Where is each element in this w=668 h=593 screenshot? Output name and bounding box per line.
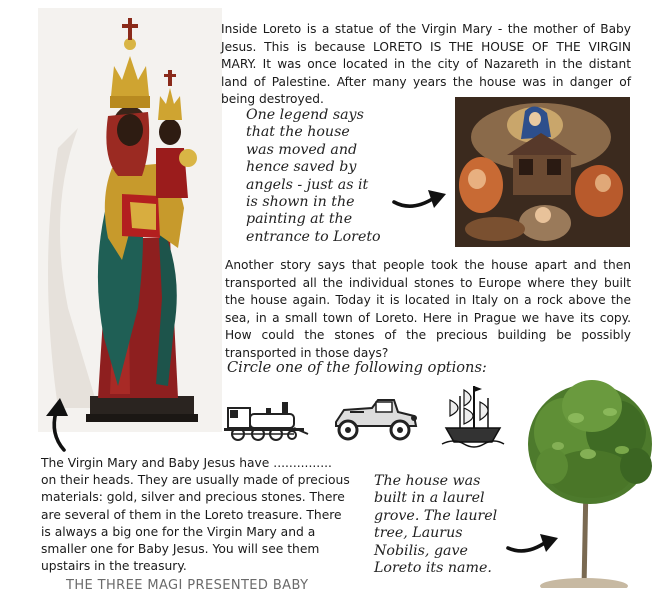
circle-prompt: Circle one of the following options: [227, 359, 487, 376]
laurel-line: grove. The laurel [374, 507, 498, 524]
laurel-line: Loreto its name. [374, 560, 492, 577]
laurel-tree-image [518, 374, 668, 588]
laurel-line: The house was [374, 473, 481, 489]
story-paragraph: Another story says that people took the house apart and then transported all the individual stones to Europe where they built the house again. Today it is located in Italy on a rock above the sea, in a small town of Loreto. Here in Prague we have its copy. How could the stones of the precious building be possibly transported in those days? [225, 258, 631, 360]
legend-line: hence saved by [246, 159, 357, 176]
cut-off-heading: THE THREE MAGI PRESENTED BABY [66, 578, 309, 593]
laurel-line: tree, Laurus [374, 525, 463, 542]
legend-line: was moved and [246, 141, 358, 158]
laurel-line: built in a laurel [374, 490, 485, 507]
legend-caption [246, 107, 416, 246]
vintage-car-option[interactable] [328, 394, 422, 442]
intro-paragraph: Inside Loreto is a statue of the Virgin Mary - the mother of Baby Jesus. This is because LORETO IS THE HOUSE OF THE VIRGIN MARY. It was once located in the city of Nazareth in the distant land of Palestine. After many years the house was in danger of being destroyed. [221, 22, 631, 106]
legend-line: painting at the [246, 211, 353, 228]
arrow-up-to-statue-icon [44, 394, 78, 454]
legend-line: is shown in the [246, 194, 355, 211]
virgin-mary-statue-image [38, 8, 222, 432]
legend-line: that the house [246, 124, 350, 141]
crowns-paragraph: The Virgin Mary and Baby Jesus have ............... on their heads. They are usually made of precious materials: gold, silver and precious stones. There are several of them in the Loreto treasure. There is always a big one for the Virgin Mary and a smaller one for Baby Jesus. You will see them upstairs in the treasury. [41, 456, 350, 574]
legend-line: One legend says [246, 107, 364, 123]
arrow-to-painting-icon [390, 182, 450, 216]
steam-locomotive-option[interactable] [222, 398, 314, 442]
legend-line: entrance to Loreto [246, 228, 381, 245]
sailing-ship-option[interactable] [440, 380, 506, 452]
laurel-line: Nobilis, gave [374, 542, 468, 559]
angels-painting-image [455, 97, 630, 247]
legend-line: angels - just as it [246, 176, 369, 193]
